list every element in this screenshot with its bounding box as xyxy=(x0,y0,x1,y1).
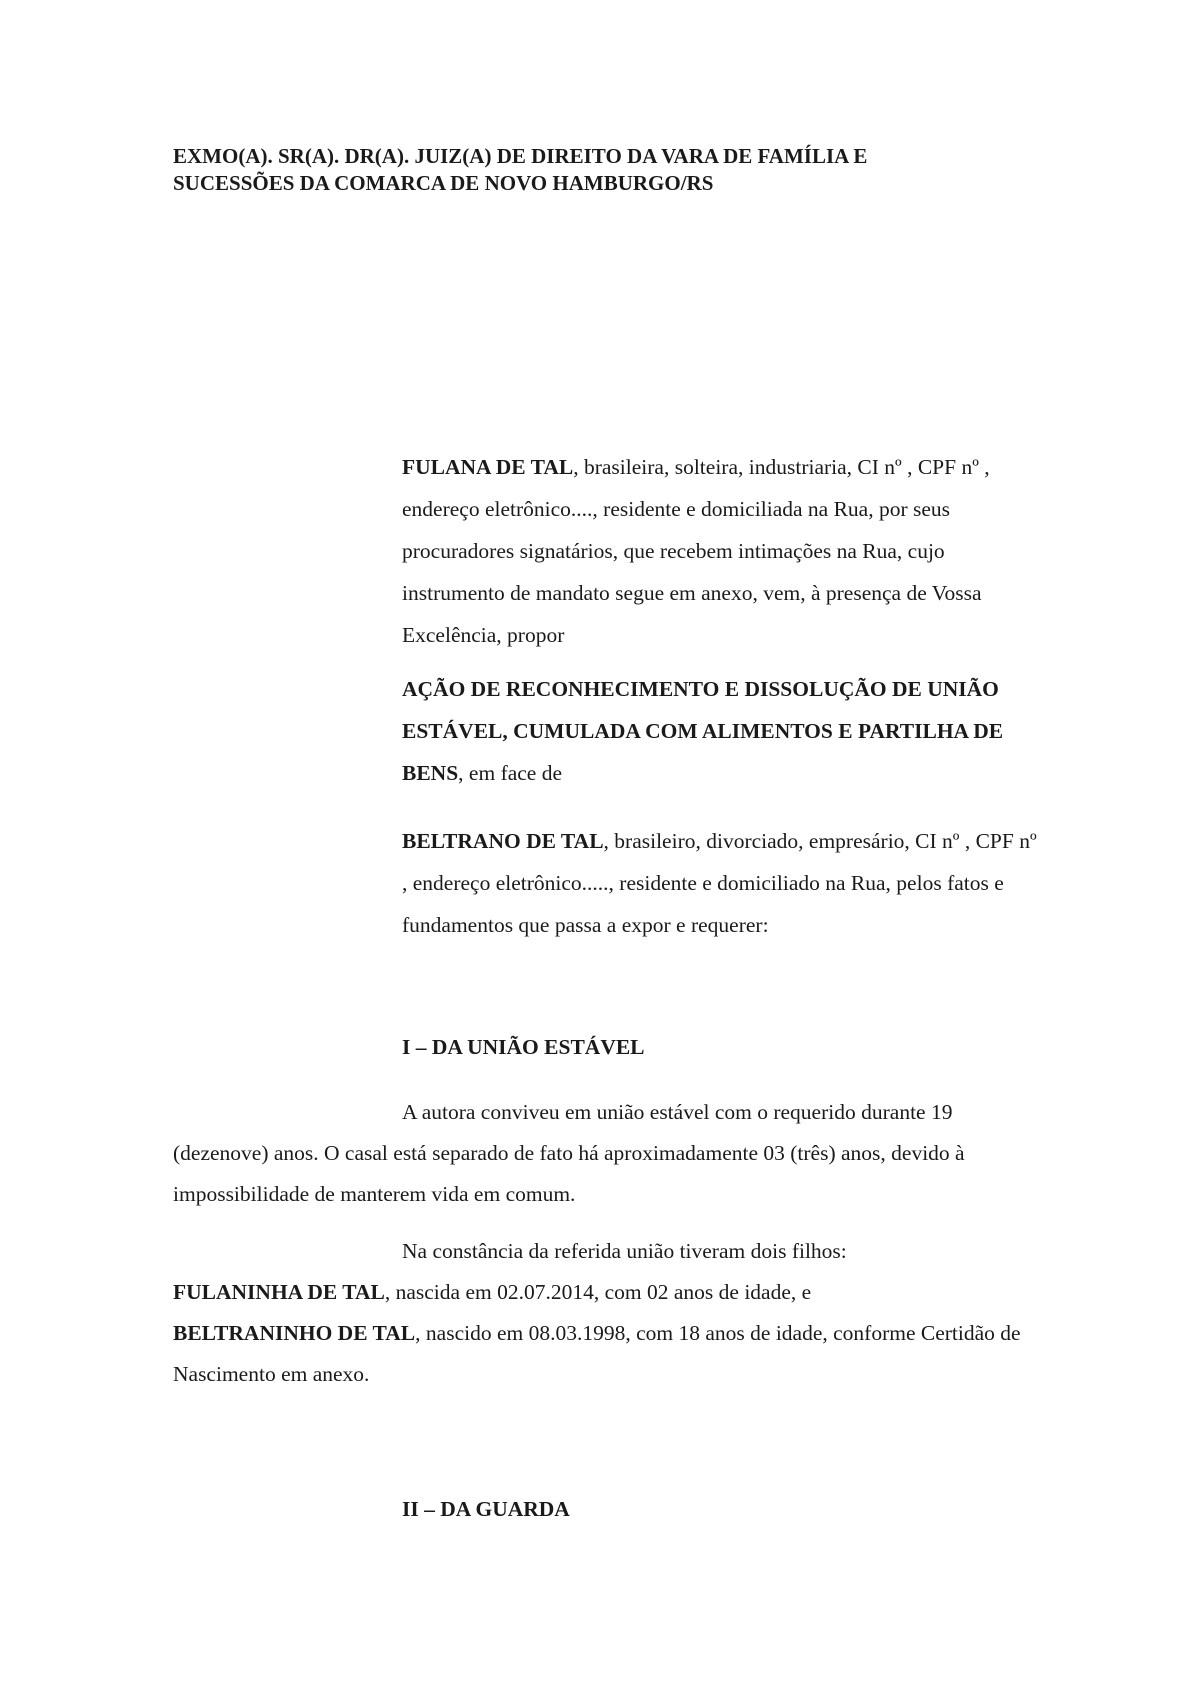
section-2-heading: II – DA GUARDA xyxy=(402,1497,570,1521)
action-suffix: , em face de xyxy=(458,761,563,785)
child-1-name: FULANINHA DE TAL xyxy=(173,1280,385,1304)
action-title: AÇÃO DE RECONHECIMENTO E DISSOLUÇÃO DE UNIÃO ESTÁVEL, CUMULADA COM ALIMENTOS E PARTILHA DE BENS xyxy=(402,677,1004,785)
addressee-line-2: SUCESSÕES DA COMARCA DE NOVO HAMBURGO/RS xyxy=(173,171,714,195)
defendant-qualification xyxy=(402,820,1042,946)
child-2-name: BELTRANINHO DE TAL xyxy=(173,1321,416,1345)
addressee-header xyxy=(173,143,1053,197)
plaintiff-text: , brasileira, solteira, industriaria, CI nº , CPF nº , endereço eletrônico...., residente e domiciliada na Rua, por seus procuradores signatários, que recebem intimações na Rua, cujo instrumento de mandato segue em anexo, vem, à presença de Vossa Excelência, propor xyxy=(402,455,990,647)
addressee-line-1: EXMO(A). SR(A). DR(A). JUIZ(A) DE DIREITO DA VARA DE FAMÍLIA E xyxy=(173,144,868,168)
defendant-text: , brasileiro, divorciado, empresário, CI nº , CPF nº , endereço eletrônico....., residente e domiciliado na Rua, pelos fatos e fundamentos que passa a expor e requerer: xyxy=(402,829,1037,937)
plaintiff-name: FULANA DE TAL xyxy=(402,455,574,479)
action-title-block xyxy=(402,668,1042,794)
section-1-heading: I – DA UNIÃO ESTÁVEL xyxy=(402,1035,645,1059)
section-1-paragraph-1: A autora conviveu em união estável com o requerido durante 19 (dezenove) anos. O casal está separado de fato há aproximadamente 03 (três) anos, devido à impossibilidade de manterem vida em comum. xyxy=(173,1100,965,1206)
child-2-text: , nascido em 08.03.1998, com 18 anos de idade, conforme Certidão de Nascimento em anexo. xyxy=(173,1321,1021,1386)
section-1-paragraph-2 xyxy=(173,1231,1043,1395)
child-1-text: , nascida em 02.07.2014, com 02 anos de idade, e xyxy=(384,1280,812,1304)
defendant-name: BELTRANO DE TAL xyxy=(402,829,604,853)
children-intro: Na constância da referida união tiveram dois filhos: xyxy=(402,1239,847,1263)
plaintiff-qualification xyxy=(402,446,1042,656)
